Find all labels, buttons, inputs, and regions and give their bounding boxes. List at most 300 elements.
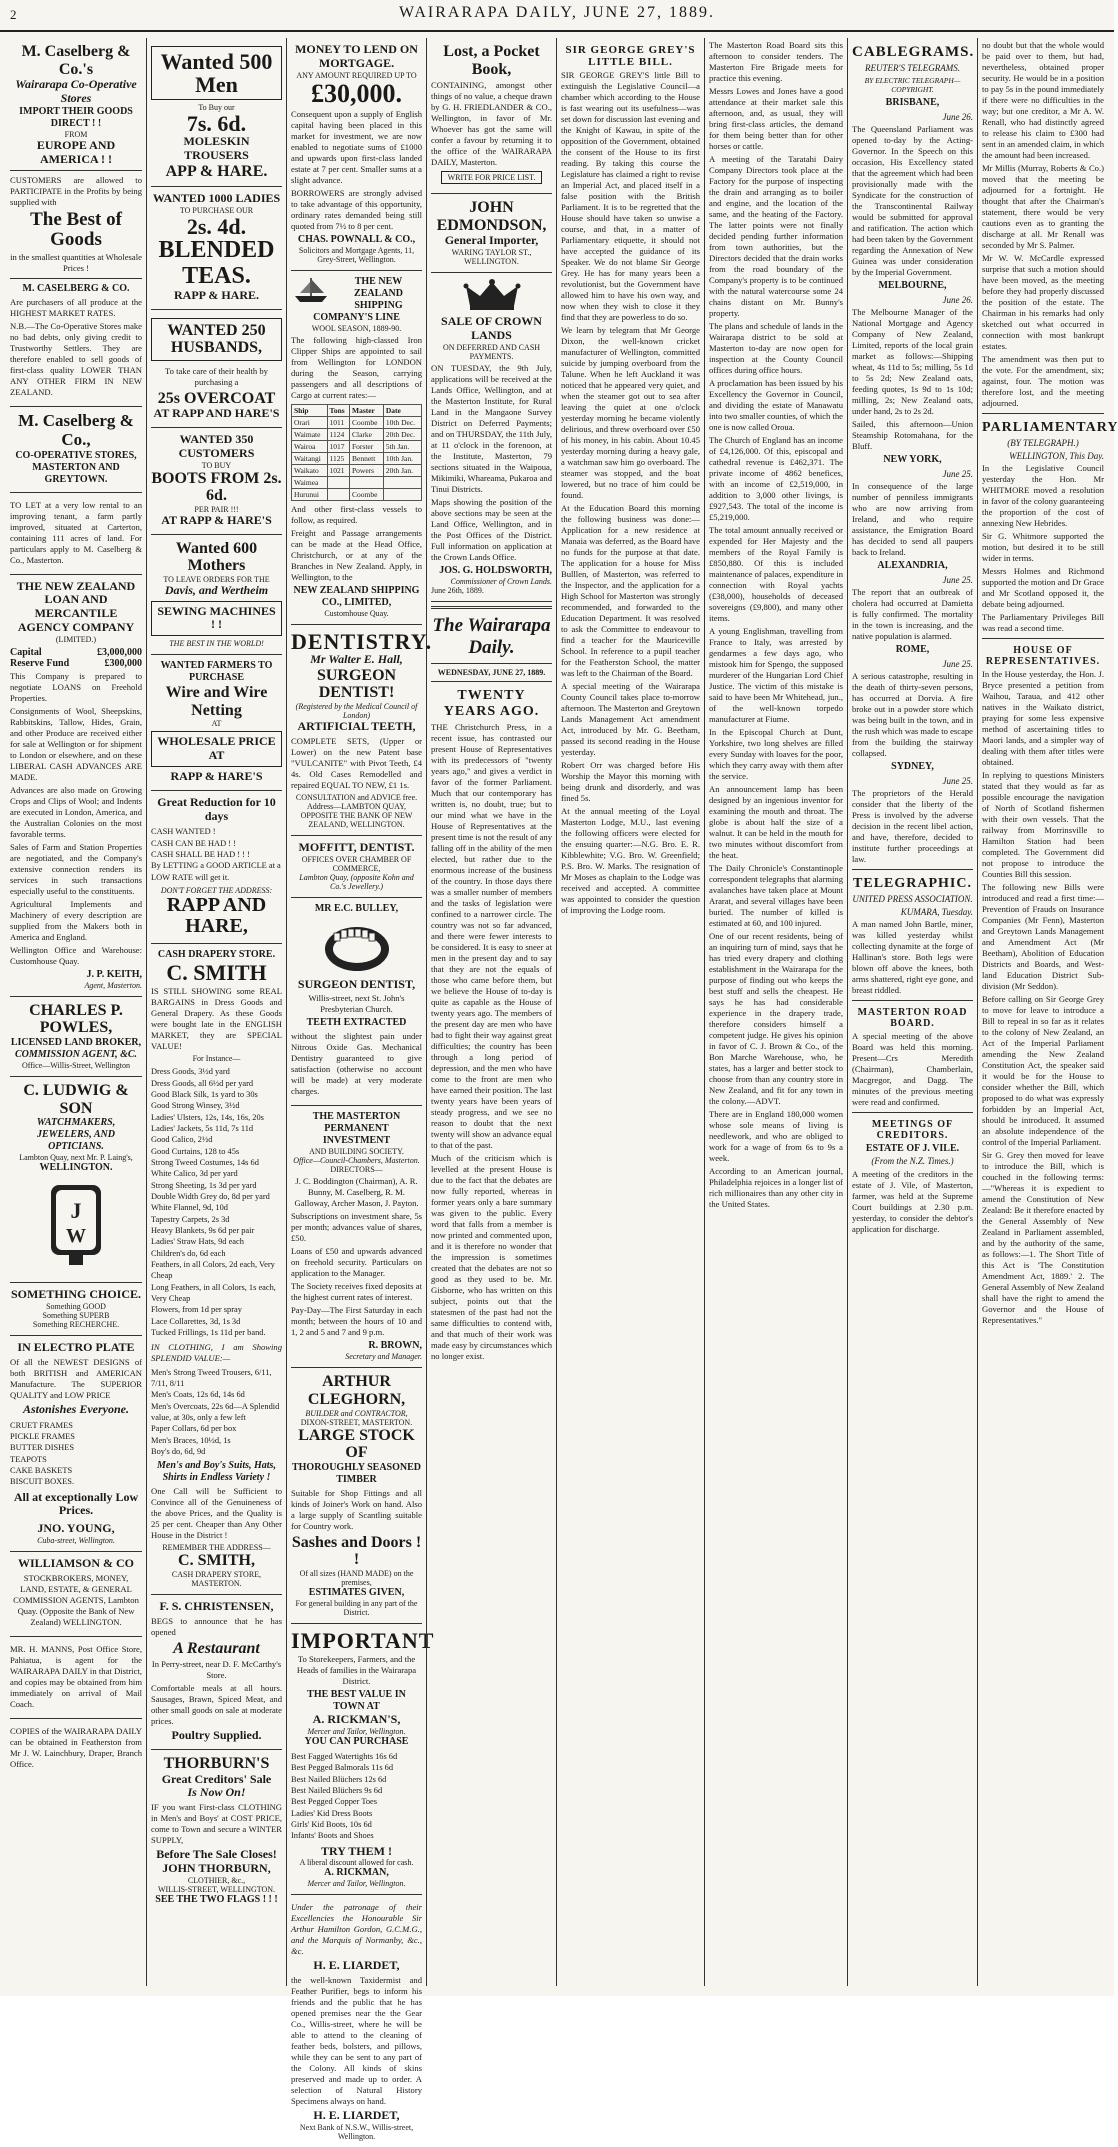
moffitt-where: Lambton Quay, (opposite Kohn and Co.'s Jewellery.): [299, 872, 414, 891]
christensen-name: F. S. CHRISTENSEN,: [159, 1598, 274, 1613]
loan-agency-agent: J. P. KEITH,: [86, 968, 142, 980]
smith-call: One Call will be Sufficient to Convince all of the Genuineness of the above Prices, and the Quality is 25 per cent. Cheaper than Any Other House in the District !: [151, 1486, 282, 1541]
ludwig-sub3: WELLINGTON.: [39, 1162, 113, 1174]
electro-item: BUTTER DISHES: [10, 1443, 74, 1453]
electro-item: CRUET FRAMES: [10, 1420, 73, 1430]
dentistry-sub: SURGEON DENTIST!: [316, 666, 397, 702]
parl-council-3: Messrs Holmes and Richmond supported the motion and Dr Grace and Mr Scotland opposed it, the debate being adjourned.: [982, 566, 1104, 609]
rapp-hare-wire-ad: [151, 655, 282, 791]
rapp-hare-sewing-ad: [151, 535, 282, 656]
ships-table: [291, 404, 422, 501]
powles-sub2: COMMISSION AGENT, &C.: [14, 1049, 138, 1060]
smith-clothing-item: Men's Overcoats, 22s 6d—A Splendid value, at 30s, only a few left: [151, 1401, 280, 1422]
a5-item2: SEWING MACHINES ! !: [157, 603, 276, 632]
wanted-600-mothers: Wanted 600 Mothers: [175, 539, 258, 575]
local-royal: The total amount annually received or expended for Her Majesty and the members of the Royal Family is £850,880. Of this is included maintenance of palaces, expenditure in connection with Royal yachts (£38,000), households of deceased sovereigns (£9,800), and many other items.: [709, 525, 843, 623]
thorburn-see: SEE THE TWO FLAGS ! ! !: [155, 1893, 278, 1905]
great-reduction-ad: [151, 791, 282, 944]
ships-cell: Waitangi: [292, 452, 328, 464]
crown-icon: [462, 278, 522, 312]
article-grey-title: SIR GEORGE GREY'S LITTLE BILL.: [565, 44, 696, 68]
masthead: [0, 0, 1114, 32]
shipping-body2: Freight and Passage arrangements can be made at the Head Office, Christchurch, or at any of the Branches in New Zealand. Apply, in Wellington, to the: [291, 527, 422, 582]
caselberg-stores-sub: CO-OPERATIVE STORES,: [15, 449, 137, 461]
caselberg-import: IMPORT THEIR GOODS DIRECT ! !: [19, 105, 133, 129]
parl-council-1: In the Legislative Council yesterday the Hon. Mr WHITMORE moved a resolution in favor of the colony guaranteeing the proportion of the cost of annexing New Hebrides.: [982, 463, 1104, 528]
ships-cell: Hurunui: [292, 488, 328, 500]
smith-name2: C. SMITH,: [178, 1552, 255, 1570]
capital-value: £3,000,000: [97, 646, 142, 658]
ship-icon: [291, 276, 331, 304]
creditors-from: (From the N.Z. Times.): [871, 1156, 954, 1166]
dentistry-body: COMPLETE SETS, (Upper or Lower) on the new Patent base "VULCANITE" with Pivot Teeth, £4 4s. Old Cases Remodelled and repaired EQUAL TO NEW, £1 1s.: [291, 735, 422, 790]
society-body4: Pay-Day—The First Saturday in each month; between the hours of 10 and 1, 2 and 5 and 7 and 9 p.m.: [291, 1305, 422, 1338]
parliamentary-sub: (BY TELEGRAPH.): [1007, 438, 1079, 448]
smith-price-item: Dress Goods, all 6½d per yard: [151, 1078, 254, 1088]
dateline-place: WELLINGTON, This Day.: [1009, 451, 1104, 461]
cleghorn-where: DIXON-STREET, MASTERTON.: [300, 1417, 413, 1427]
smith-clothing-item: Men's Strong Tweed Trousers, 6/11, 7/11, 8/11: [151, 1367, 272, 1388]
a4-shop: AT RAPP & HARE'S: [161, 512, 272, 527]
bulley-name: MR E.C. BULLEY,: [314, 902, 399, 914]
lost-pocket-book-ad: [431, 38, 552, 194]
rickman-title: IMPORTANT: [291, 1627, 435, 1653]
a1-to: To Buy our: [198, 103, 235, 113]
smith-clothing: IN CLOTHING, I am Showing SPLENDID VALUE:—: [151, 1341, 282, 1363]
reduction-line: CASH WANTED !: [151, 827, 216, 837]
dateline-date: June 26.: [942, 295, 973, 305]
creditors-sub: ESTATE OF J. VILE.: [865, 1143, 960, 1154]
money-body: Consequent upon a supply of English capital having been placed in this market for investment, we are now enabled to negotiate sums of £1000 and upwards upon first-class landed estate at 7 per cent. Smaller sums at a slight advance.: [291, 108, 422, 185]
dateline-date: June 26.: [942, 112, 973, 122]
money-sub: ANY AMOUNT REQUIRED UP TO: [296, 70, 417, 80]
house-body-5: Sir G. Grey then moved for leave to introduce the Bill, which is couched in the following terms:—"Whereas it is expedient to amend the Constitution of New Zealand: Be it therefore enacted by the General Assembly of New Zealand in Parliament assembled, and by the authority of the same, as follows:—1. The Short Title of this Act is 'The Constitution Amendment Act, 1889.' 2. The General Assembly of New Zealand shall have the right to amend the Governor and the House of Representatives.": [982, 1150, 1104, 1325]
column-7: [847, 38, 977, 1986]
thorburn-title: THORBURN'S: [163, 1755, 270, 1773]
christensen-body: BEGS to announce that he has opened: [151, 1615, 282, 1637]
a2-shop: RAPP & HARE.: [174, 287, 259, 302]
article-twenty-years-body2: Much of the criticism which is levelled at the present House is due to the fact that the debates are now fully reported, whereas in former years only a bare summary was given to the public. Every word that falls from a member is now printed and commented upon, and it is therefore no wonder that the impression is sometimes created that the debates are not so good as they used to be. Mr. Gisborne, who has written on this subject, points out that the statesmen of the past had not the same difficulties to contend with, and that much of their work was made easy by circumstances which no longer exist.: [431, 1152, 552, 1361]
smith-price-item: Ladies' Jackets, 5s 11d, 7s 11d: [151, 1123, 254, 1133]
smith-clothing-item: Boy's do, 6d, 9d: [151, 1446, 206, 1456]
loan-agency-body6: Wellington Office and Warehouse: Customhouse Quay.: [10, 944, 142, 966]
a1-item: MOLESKIN TROUSERS: [183, 134, 250, 163]
rickman-item: Best Pegged Copper Toes: [291, 1797, 378, 1807]
a4-to: TO BUY: [201, 460, 232, 470]
capital-label: Capital: [10, 646, 42, 658]
money-borrowers: BORROWERS are strongly advised to take advantage of this opportunity, ordinary rates demanded being still quoted from 7½ to 8 per cent.: [291, 187, 422, 231]
loan-agency-body3: Advances are also made on Growing Crops and Clips of Wool; and Indents are executed in London, America, and the Australian Colonies on the most favorable terms.: [10, 784, 142, 839]
cleghorn-sashes: Sashes and Doors ! !: [291, 1533, 422, 1569]
telegraphic-heading: TELEGRAPHIC.: [853, 876, 972, 891]
powles-sub3: Office—Willis-Street, Wellington: [21, 1061, 131, 1070]
electro-item: PICKLE FRAMES: [10, 1431, 75, 1441]
dateline-date: June 25.: [942, 575, 973, 585]
rickman-ad: [291, 1624, 435, 1895]
reduction-title: Great Reduction for 10 days: [157, 794, 276, 823]
smith-name: C. SMITH: [166, 960, 267, 986]
ships-header-cell: Master: [349, 404, 383, 416]
write-for-price-list: WRITE FOR PRICE LIST.: [441, 171, 542, 184]
shipping-body: The following high-classed Iron Clipper Ships are appointed to sail from Wellington for LONDON during the Season, carrying passengers and all descriptions of Cargo at current rates:—: [291, 334, 422, 400]
cleghorn-sub: BUILDER and CONTRACTOR,: [305, 1408, 408, 1418]
electro-item: TEAPOTS: [10, 1454, 47, 1464]
cleghorn-timber: THOROUGHLY SEASONED TIMBER: [291, 1461, 421, 1485]
house-heading: HOUSE OF REPRESENTATIVES.: [985, 645, 1101, 667]
local-drapery: One of our recent residents, being of an inquiring turn of mind, says that he has tried every drapery and clothing establishment in the Wairarapa for the purpose of finding out who keeps the best stuff and sells the cheapest. He says he has had considerable experience in the drapery trade, therefore considers himself a competent judge. He gives his opinion in favor of C. J. Brown & Co., of the Bon Marche Warehouse, who, he states, has a larger and better stock to choose from than any country store in New Zealand, and fit for any town in the colony.—ADVT.: [709, 931, 843, 1106]
ships-cell: Coombe: [349, 488, 383, 500]
rickman-list: [291, 1751, 422, 1842]
smith-price-item: Flowers, from 1d per spray: [151, 1305, 242, 1315]
article-dixon-body: We learn by telegram that Mr George Dixon, the well-known cricket manufacturer of Wellington, committed suicide by jumping overboard from the Talune. When he left Auckland it was noticed that he appeared very quiet, and when the steamer got out to sea after leaving the quiet at one o'clock yesterday morning he became violently delirious, and threw overboard over £50 of his money, in his cabin. About 10.45 yesterday morning during a heavy gale, a watchman saw him go overboard. The steamer was stopped, and the boat lowered, but no trace of him could be found.: [561, 325, 700, 500]
ludwig-title: C. LUDWIG & SON: [23, 1082, 129, 1117]
smith-price-item: Tucked Frillings, 1s 11d per band.: [151, 1328, 266, 1338]
ships-row: [292, 464, 422, 476]
lost-title: Lost, a Pocket Book,: [443, 43, 540, 78]
reduction-line: By LETTING a GOOD ARTICLE at a LOW RATE will get it.: [151, 861, 281, 882]
ships-row: [292, 488, 422, 500]
crown-body: ON TUESDAY, the 9th July, applications will be received at the Lands Office, Wellington, and at the Masterton Institute, for Rural Land in the Mangaone Survey District on Deferred Payments; and on THURSDAY, the 11th July, at 11 o'clock in the forenoon, at the Institute, Masterton, 79 sections situated in the Waipoua, Mikimiki, Whareama, Pukaroa and Tinui Districts.: [431, 362, 552, 494]
young-title: JNO. YOUNG,: [37, 1521, 115, 1536]
shipping-title: THE NEW ZEALAND SHIPPING COMPANY'S LINE: [313, 275, 403, 323]
ships-cell: 10th Jan.: [383, 452, 421, 464]
article-lodge-body: At the annual meeting of the Loyal Masterton Lodge, M.U., last evening the following officers were elected for the ensuing quarter:—N.G. Bro. E. R. Kibblewhite; V.G. Bro. W. Greenfield; P.S. Bro. W. Marks. The resignation of Mr Moses as chaplain to the Lodge was received and accepted. A committee was appointed to consider the question of improving the Lodge room.: [561, 806, 700, 915]
ships-cell: 10th Dec.: [383, 416, 421, 428]
ludwig-sub1: WATCHMAKERS, JEWELERS, AND OPTICIANS.: [36, 1117, 116, 1153]
cleghorn-stock: LARGE STOCK OF: [298, 1426, 415, 1462]
rapp-hare-teas-ad: [151, 187, 282, 309]
a6-shop: RAPP & HARE'S: [170, 769, 263, 784]
williamson-ad: [10, 1552, 142, 1637]
article-orr-body: Robert Orr was charged before His Worship the Mayor this morning with being drunk and disorderly, and was fined 5s.: [561, 760, 700, 803]
rickman-name2: A. RICKMAN,: [324, 1867, 389, 1879]
christensen-body2: Comfortable meals at all hours. Sausages, Brawn, Spiced Meat, and other small goods on sale at moderate prices.: [151, 1683, 282, 1727]
electro-plate-ad: [10, 1336, 142, 1552]
society-dir: DIRECTORS—: [330, 1165, 383, 1175]
loan-agency-title: THE NEW ZEALAND LOAN AND MERCANTILE AGENCY COMPANY: [16, 578, 136, 635]
local-market: Messrs Lowes and Jones have a good attendance at their market sale this afternoon, and, as usual, they will bring first-class articles, the demand for them being better than for other horses or cattle.: [709, 86, 843, 151]
ships-cell: 1011: [327, 416, 349, 428]
ships-cell: 20th Jan.: [383, 464, 421, 476]
cleghorn-name: ARTHUR CLEGHORN,: [307, 1373, 406, 1408]
a2-to: TO PURCHASE OUR: [179, 206, 254, 216]
local-notices: The Masterton Road Board sits this afternoon to consider tenders. The Masterton Fire Brigade meets for practice this evening.: [709, 40, 843, 83]
local-avalanche: The Daily Chronicle's Constantinople correspondent telegraphs that alarming avalanches have taken place at Mount Ararat, and several villages have been buried. The number of killed is estimated at 60, and 100 injured.: [709, 863, 843, 928]
rapp-hare-overcoat-ad: [151, 310, 282, 429]
rickman-item: Best Nailed Blüchers 9s 6d: [291, 1785, 383, 1795]
smith-price-item: Double Width Grey do, 8d per yard: [151, 1192, 270, 1202]
thorburn-before: Before The Sale Closes!: [156, 1847, 277, 1862]
dateline-date: June 25.: [942, 776, 973, 786]
reserve-label: Reserve Fund: [10, 657, 70, 669]
rickman-best: THE BEST VALUE IN TOWN AT: [307, 1689, 406, 1713]
cable-melbourne: The Melbourne Manager of the National Mortgage and Agency Company of New Zealand, Limited, reports of the local grain market as follows:—Shipping wheat, 4s 11d to 5s; milling, 5s 1d to 5s 2d; New Zealand oats, feeding quotes, 1s 9d to 1s 10d; milling, 2s; New Zealand oats, under hand, 2s to 2s 2d.: [852, 307, 973, 416]
money-to-lend-ad: [291, 38, 422, 271]
smith-price-item: Good Curtains, 128 to 45s: [151, 1146, 240, 1156]
house-body-2: In replying to questions Ministers stated that they would as far as possible encourage the navigation of North of Scotland fishermen with their own vessels. That the railway from Morrinsville to Hamilton Station had been completed. The Government did not propose to introduce the Counties Bill this session.: [982, 770, 1104, 879]
smith-price-item: Good Calico, 2½d: [151, 1135, 213, 1145]
column-3: [286, 38, 435, 2141]
ships-cell: Powers: [349, 464, 383, 476]
a1-price: 7s. 6d.: [186, 111, 247, 137]
ships-cell: Forster: [349, 440, 383, 452]
caselberg-best-goods: The Best of Goods: [30, 209, 122, 251]
edmondson-name: JOHN EDMONDSON,: [436, 199, 547, 234]
choice-line1: SOMETHING CHOICE.: [10, 1287, 142, 1302]
local-loaves: In the Episcopal Church at Dunt, Yorkshire, two long shelves are filled every Sunday with loaves for the poor, which they carry away with them after the service.: [709, 727, 843, 781]
local-plans: The plans and schedule of lands in the Wairarapa district to be sold at Masterton to-day are now open for inspection at the County Council offices during office hours.: [709, 321, 843, 375]
reduction-shop: RAPP AND HARE,: [166, 894, 267, 938]
edmondson-where: WARING TAYLOR ST., WELLINGTON.: [451, 248, 532, 267]
thorburn-name: JOHN THORBURN,: [162, 1861, 271, 1876]
electro-title: IN ELECTRO PLATE: [17, 1339, 135, 1354]
society-title: THE MASTERTON PERMANENT INVESTMENT: [312, 1111, 401, 1147]
dentistry-name: Mr Walter E. Hall,: [310, 651, 403, 666]
caselberg-stores-ad: [10, 407, 142, 492]
road-board-heading: MASTERTON ROAD BOARD.: [857, 1007, 968, 1029]
dateline-place: MELBOURNE,: [878, 280, 947, 291]
wanted-500-men: Wanted 500 Men: [160, 49, 273, 98]
column-5: [556, 38, 704, 1986]
ships-header-cell: Ship: [292, 404, 328, 416]
liardet-name2: H. E. LIARDET,: [313, 2108, 400, 2123]
local-needlework: There are in England 180,000 women whose sole means of living is needlework, and who are obliged to work for a wage of from 6s to 9s a week.: [709, 1109, 843, 1163]
ships-cell: [327, 476, 349, 488]
liardet-ad: [291, 1895, 422, 2147]
column-2: [146, 38, 286, 1986]
society-sub: AND BUILDING SOCIETY.: [309, 1147, 404, 1157]
crown-body2: Maps showing the position of the above sections may be seen at the Land Office, Wellington, and in the Post Offices of the District. Full information on application at the Crown Lands Office.: [431, 496, 552, 562]
smith-price-item: Good Black Silk, 1s yard to 30s: [151, 1089, 258, 1099]
christensen-ad: [151, 1595, 282, 1750]
reserve-value: £300,000: [104, 657, 142, 669]
smith-body: IS STILL SHOWING some REAL BARGAINS in Dress Goods and General Drapery. As these Goods were bought late in the ENGLISH MARKET, they are SPECIAL VALUE!: [151, 986, 282, 1052]
loan-agency-limited: (LIMITED.): [55, 634, 97, 644]
article-twenty-years-body: THE Christchurch Press, in a recent issue, has contrasted our present House of Representatives with its predecessors of "twenty years ago," and gives a verdict in favor of the former Parliament. Much that our contemporary has written is, no doubt, true; but to our mind what we have in the House of Representatives at the present time is not the result of any falling off in the ability of the men elected, but rather due to the enormous increase of the business of the country. In those days there was a smaller number of members and the tasks of legislation were confined to a narrower circle. The country was not so far advanced, and there were fewer interests to be considered. It is easy to sneer at men in the present day and to say that they are not the equals of those who came before them, but we believe the House of to-day is quite as capable as the House of twenty years ago. The members of the present day are men who have had to fight their way against great difficulties; the country has been through a long period of depression, and the men who have come to the front are men who have earned their position. The last twenty years have been years of steady progress, and we see no reason to doubt that the next twenty will show an advance equal to that of the past.: [431, 721, 553, 1150]
column-4: [426, 38, 556, 1986]
smith-price-item: Strong Sheeting, 1s 3d per yard: [151, 1180, 257, 1190]
rapp-hare-boots-ad: [151, 428, 282, 535]
cleghorn-sizes: Of all sizes (HAND MADE) on the premises,: [299, 1568, 414, 1587]
rickman-item: Infants' Boots and Shoes: [291, 1831, 374, 1841]
electro-astonish: Astonishes Everyone.: [22, 1401, 129, 1416]
cable-alexandria: The report that an outbreak of cholera had occurred at Damietta is fully confirmed. The mortality in the town is increasing, and the native population is alarmed.: [852, 587, 973, 641]
money-amount: £30,000.: [311, 78, 402, 108]
wanted-250-husbands: WANTED 250 HUSBANDS,: [167, 321, 266, 357]
crown-lands-ad: [431, 273, 552, 602]
dateline-place: KUMARA, Tuesday.: [900, 907, 973, 917]
ships-cell: 1124: [327, 428, 349, 440]
electro-item: CAKE BASKETS: [10, 1465, 73, 1475]
copies-body: COPIES of the WAIRARAPA DAILY can be obtained in Featherston from Mr J. W. Lainchbury, Draper, Branch Office.: [10, 1725, 142, 1769]
cable-brisbane: The Queensland Parliament was opened to-day by the Acting-Governor. In the Speech on this occasion, His Excellency stated that the agreement which had been provisionally made with the Syndicate for the construction of the Transcontinental Railway would be submitted for approval and ratification. The action which had been taken by the Government regarding the Annexation of New Guinea was under consideration by the Imperial Government.: [852, 124, 973, 277]
local-lamp: An announcement lamp has been designed by an ingenious inventor for examining the mouth and throat. The globe is about half the size of a walnut. It can be held in the mouth for two minutes without discomfort from the heat.: [709, 784, 843, 860]
caselberg-stores-place: MASTERTON AND GREYTOWN.: [32, 461, 120, 485]
bulley-sub: SURGEON DENTIST,: [297, 976, 416, 991]
choice-line3: Something SUPERB: [42, 1310, 110, 1320]
crown-date: June 26th, 1889.: [431, 585, 484, 595]
parl-council-2: Sir G. Whitmore supported the motion, but desired it to be still wider in terms.: [982, 531, 1104, 563]
money-firm: CHAS. POWNALL & CO.,: [297, 233, 416, 245]
ships-cell: Orari: [292, 416, 328, 428]
denture-icon: [322, 919, 392, 974]
local-millionaires: According to an American journal, Philadelphia rejoices in a longer list of rich millionaires than any other city in the United States.: [709, 1166, 843, 1209]
loan-agency-body5: Agricultural Implements and Machinery of every description are supplied from the Makers both in America and England.: [10, 898, 142, 942]
thorburn-body: IF you want First-class CLOTHING in Men's and Boys' at COST PRICE, come to Town and secure a WINTER SUPPLY,: [151, 1802, 282, 1846]
money-title: MONEY TO LEND ON MORTGAGE.: [295, 42, 418, 70]
smith-drapery-ad: [151, 944, 282, 1595]
a5-item: Davis, and Wertheim: [164, 582, 269, 597]
moffitt-name: MOFFITT, DENTIST.: [298, 839, 415, 854]
smith-price-list: [151, 1066, 282, 1338]
local-church: The Church of England has an income of £4,126,000. Of this, episcopal and cathedral revenue is £462,371. The private income of 4862 benefices, with an income of £2,519,000, in addition to 3,000 other livings, is £927,543. The total of the income is £5,219,000.: [709, 435, 843, 522]
liardet-body2: the well-known Taxidermist and Feather Purifier, begs to inform his friends and the public that he has opened premises near the the Gear Co., Willis-street, where he will be able to attend to the cleaning of feather beds, bolsters, and pillows, while they can be sent to any part of the Colony. All kinds of skins preserved and made up to order. A selection of Natural History Specimens always on hand.: [291, 1975, 422, 2107]
liardet-name: H. E. LIARDET,: [313, 1958, 400, 1973]
ships-cell: [349, 476, 383, 488]
wanted-350-customers: WANTED 350 CUSTOMERS: [178, 432, 255, 460]
ships-cell: [383, 476, 421, 488]
cable-rome: A serious catastrophe, resulting in the death of thirty-seven persons, has occurred at Dorvia. A fire broke out in a powder store which was being built in the town, and in the rush which was made to escape from the building the stairway collapsed.: [852, 671, 973, 758]
rickman-item: Best Pegged Balmorals 11s 6d: [291, 1763, 394, 1773]
cablegrams-copyright: BY ELECTRIC TELEGRAPH—COPYRIGHT.: [864, 76, 961, 94]
a6-item: Wire and Wire Netting: [165, 684, 268, 719]
smith-clothing-item: Paper Collars, 6d per box: [151, 1424, 237, 1434]
bulley-teeth: TEETH EXTRACTED: [306, 1017, 407, 1029]
ships-cell: 1021: [327, 464, 349, 476]
loan-agency-agent2: Agent, Masterton.: [84, 980, 142, 990]
caselberg-title: M. Caselberg & Co.'s: [21, 43, 131, 78]
smith-price-item: Long Feathers, in all Colors, 1s each, Very Cheap: [151, 1282, 276, 1304]
thorburn-now: Is Now On!: [187, 1785, 246, 1800]
ships-cell: Clarke: [349, 428, 383, 440]
dentistry-title: DENTISTRY.: [291, 628, 433, 654]
caselberg-firm-body: Are purchasers of all produce at the HIGHEST MARKET RATES.: [10, 297, 142, 319]
telegraphic-sub: UNITED PRESS ASSOCIATION.: [852, 894, 973, 904]
ships-header-cell: Tons: [327, 404, 349, 416]
ships-cell: Waimea: [292, 476, 328, 488]
society-office: Office—Council-Chambers, Masterton.: [293, 1156, 420, 1166]
ships-row: [292, 440, 422, 452]
manns-ad: [10, 1637, 142, 1719]
ludwig-sub2: Lambton Quay, next Mr. P. Laing's,: [19, 1153, 133, 1163]
rickman-firm2: Mercer and Tailor, Wellington.: [307, 1726, 406, 1736]
a2-item: BLENDED TEAS.: [158, 237, 275, 289]
a4-per: PER PAIR !!!: [194, 504, 239, 514]
smith-price-item: Lace Collarettes, 3d, 1s 3d: [151, 1316, 241, 1326]
powles-ad: [10, 997, 142, 1077]
ships-cell: Waikato: [292, 464, 328, 476]
crown-sign2: Commissioner of Crown Lands.: [450, 576, 552, 586]
a4-item: BOOTS FROM 2s. 6d.: [151, 469, 282, 505]
christensen-poultry: Poultry Supplied.: [171, 1728, 262, 1743]
smith-price-item: Ladies' Ulsters, 12s, 14s, 16s, 20s: [151, 1112, 264, 1122]
caselberg-stores-title: M. Caselberg & Co.,: [18, 411, 134, 449]
a5-body: TO LEAVE ORDERS FOR THE: [163, 574, 270, 584]
society-body2: Loans of £50 and upwards advanced on freehold security. Particulars on application to the Manager.: [291, 1246, 422, 1279]
christensen-where: In Perry-street, near D. F. McCarthy's Store.: [151, 1659, 282, 1681]
creditors-body: A meeting of the creditors in the estate of J. Vile, of Masterton, farmer, was held at the Supreme Court buildings at 2.30 p.m. yesterday, to consider the debtor's application for discharge.: [852, 1169, 973, 1234]
smith-addr: REMEMBER THE ADDRESS—: [162, 1543, 271, 1553]
dateline-place: ROME,: [895, 644, 930, 655]
a3-body: To take care of their health by purchasing a: [165, 365, 268, 387]
local-dairy: A meeting of the Taratahi Dairy Company Directors took place at the Factory for the purpose of inspecting the drain and arranging as to boiler and engine, and the location of the same, and the heating of the Factory. The latter points were not finally decided pending further information from town authorities, but the Directors decided that the drain works from the road boundary of the Company's property is to be continued with the natural watercourse some 24 chains distant on Mr. Bunny's property.: [709, 154, 843, 318]
bulley-body: without the slightest pain under Nitrous Oxide Gas. Mechanical Dentistry guaranteed to give satisfaction (otherwise no account will be made) at very moderate charges.: [291, 1031, 422, 1097]
shipping-wool: WOOL SEASON, 1889-90.: [311, 323, 402, 333]
caselberg-best-sub: in the smallest quantities at Wholesale Prices !: [10, 252, 142, 274]
dentistry-consult: CONSULTATION and ADVICE free.: [295, 792, 418, 802]
house-body-4: Before calling on Sir George Grey to move for leave to introduce a Bill to repeal in so far as it relates to the colony of New Zealand, an Act of the Imperial Parliament amending the New Zealand Constitution Act, the speaker said it would be for the House to consider whether the Bill, which proposed to do what was expressly forbidden by an Imperial Act, should be introduced. It assumed an absolute independence of the control of the Imperial Parliament.: [982, 994, 1104, 1147]
powles-title: CHARLES P. POWLES,: [29, 1001, 123, 1037]
edmondson-sub: General Importer,: [444, 233, 539, 248]
smith-price-item: Feathers, in all Colors, 2d each, Very Cheap: [151, 1260, 275, 1281]
ships-cell: 5th Jan.: [383, 440, 421, 452]
a6-price: WHOLESALE PRICE AT: [157, 734, 276, 763]
smith-clothing-list: [151, 1367, 282, 1458]
ships-cell: [327, 488, 349, 500]
shipping-and: And other first-class vessels to follow, as required.: [291, 503, 422, 525]
smith-price-item: Good Strong Winsey, 3½d: [151, 1101, 240, 1111]
dateline-place: ALEXANDRIA,: [877, 560, 948, 571]
smith-price-item: White Flannel, 9d, 10d: [151, 1203, 228, 1213]
cleghorn-est2: For general building in any part of the District.: [295, 1598, 418, 1617]
telegraphic-kumara: A man named John Bartle, miner, was killed yesterday whilst collecting dynamite at the forge of Hallinan's store. Both legs were blown off above the knees, both arms shattered, right eye gone, and breast riddled.: [852, 919, 973, 995]
cable-melbourne-sailed: Sailed, this afternoon—Union Steamship Rotomahana, for the Bluff.: [852, 419, 973, 451]
article-county-body: A special meeting of the Wairarapa County Council takes place to-morrow afternoon. The Masterton and Greytown Lands Management Act amendment Act, introduced by Mr. G. Beetham, passed its second reading in the House yesterday.: [561, 681, 700, 757]
thorburn-where: WILLIS-STREET, WELLINGTON.: [157, 1884, 276, 1894]
smith-price-item: Dress Goods, 3½d yard: [151, 1067, 230, 1077]
editorial-date: WEDNESDAY, JUNE 27, 1889.: [437, 667, 546, 677]
christensen-item: A Restaurant: [173, 1639, 260, 1657]
ships-cell: Coombe: [349, 416, 383, 428]
caselberg-nb: N.B.—The Co-Operative Stores make no bad debts, only giving credit to Trustworthy Settlers. They are therefore enabled to sell goods of first-class quality LOWER THAN ANY OTHER FIRM IN NEW ZEALAND.: [10, 321, 142, 398]
money-where: Solicitors and Mortgage Agents, 11, Grey-Street, Wellington.: [298, 245, 415, 264]
powles-sub1: LICENSED LAND BROKER,: [10, 1037, 142, 1048]
rickman-where2: Mercer and Tailor, Wellington.: [307, 1879, 406, 1889]
dateline-date: June 25.: [942, 469, 973, 479]
dateline-date: June 25.: [942, 659, 973, 669]
rickman-item: Best Fagged Watertights 16s 6d: [291, 1751, 398, 1761]
rickman-discount: A liberal discount allowed for cash.: [299, 1858, 414, 1868]
local-proclamation: A proclamation has been issued by his Excellency the Governor in Council, and dividing the estate of Manawatu into two smaller counties, of which the one is now called Oroua.: [709, 378, 843, 432]
ships-cell: [383, 488, 421, 500]
smith-clothing-item: Men's Coats, 12s 6d, 14s 6d: [151, 1390, 245, 1400]
article-twenty-years-title: TWENTY YEARS AGO.: [443, 687, 540, 719]
edmondson-ad: [431, 194, 552, 273]
electro-body: Of all the NEWEST DESIGNS of both BRITISH and AMERICAN Manufacture. The SUPERIOR QUALITY and LOW PRICE: [10, 1356, 142, 1400]
smith-title: CASH DRAPERY STORE.: [157, 949, 276, 961]
creditors-cont-3: Mr W. W. McCardle expressed surprise that such a motion should have been moved, as the meeting before they had properly discussed the position of the estate. The Chairman in his remarks had only sketched out what occurred in connection with most bankrupt estates.: [982, 253, 1104, 351]
rickman-item: Ladies' Kid Dress Boots: [291, 1808, 373, 1818]
a5-best: THE BEST IN THE WORLD!: [169, 639, 264, 649]
nz-shipping-ad: [291, 271, 422, 625]
rickman-item: Girls' Kid Boots, 10s 6d: [291, 1819, 372, 1829]
dateline-place: BRISBANE,: [885, 97, 940, 108]
rickman-firm: A. RICKMAN'S,: [312, 1712, 401, 1727]
bulley-where: Willis-street, next St. John's Presbyterian Church.: [308, 993, 405, 1015]
caselberg-body: CUSTOMERS are allowed to PARTICIPATE in the Profits by being supplied with: [10, 175, 142, 208]
ships-cell: Bennett: [349, 452, 383, 464]
a3-shop: AT RAPP AND HARE'S: [153, 406, 280, 421]
thorburn-ad: [151, 1750, 282, 1912]
manns-body: MR. H. MANNS, Post Office Store, Pahiatua, is agent for the WAIRARAPA DAILY in that District, and copies may be obtained from him immediately on arrival of Mail Coach.: [10, 1643, 142, 1709]
editorial-masthead: The Wairarapa Daily.: [432, 614, 551, 658]
smith-hats: Men's and Boy's Suits, Hats, Shirts in Endless Variety !: [157, 1460, 276, 1484]
crown-sub: ON DEFERRED AND CASH PAYMENTS.: [442, 342, 541, 361]
caselberg-sub: Wairarapa Co-Operative Stores: [15, 77, 137, 105]
cable-sydney: The proprietors of the Herald consider that the liberty of the Press is involved by the adverse decision in the recent libel action, and have, therefore, decided to institute further proceedings at law.: [852, 788, 973, 864]
moffitt-sub: OFFICES OVER CHAMBER OF COMMERCE,: [301, 854, 412, 873]
column-6: [704, 38, 847, 1986]
